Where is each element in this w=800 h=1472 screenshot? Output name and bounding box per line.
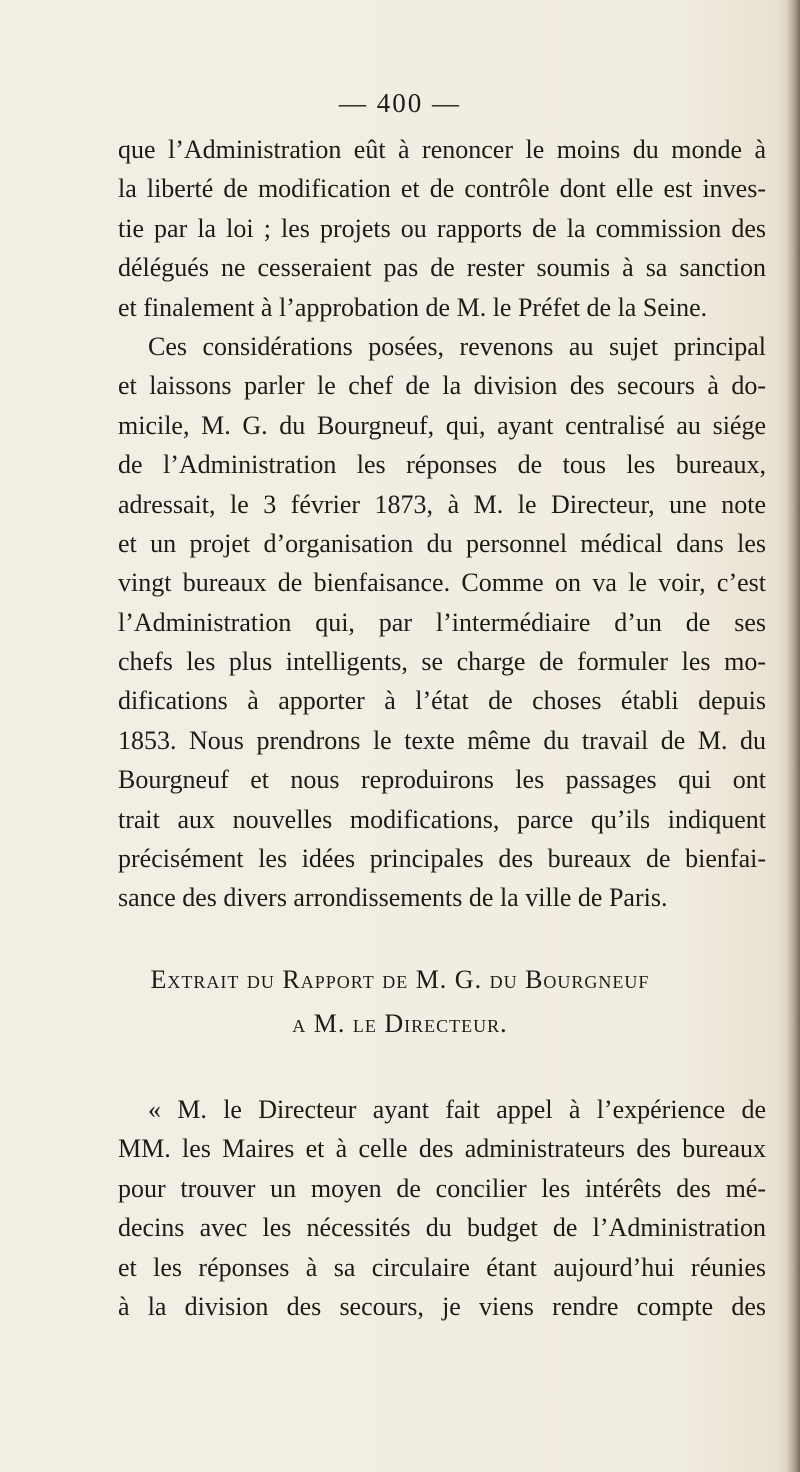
text-line: tie par la loi ; les projets ou rapports de la commission des: [118, 213, 766, 243]
text-line: chefs les plus intelligents, se charge de formuler les mo-: [118, 647, 766, 677]
text-line: précisément les idées principales des bureaux de bienfai-: [118, 844, 766, 874]
text-line: pour trouver un moyen de concilier les intérêts des mé-: [118, 1173, 766, 1203]
quoted-text-block: [118, 1090, 766, 1326]
text-line: MM. les Maires et à celle des administrateurs des bureaux: [118, 1134, 766, 1164]
text-line: et laissons parler le chef de la division des secours à do-: [118, 371, 766, 401]
text-line: et finalement à l’approbation de M. le Préfet de la Seine.: [118, 292, 708, 322]
text-line: délégués ne cesseraient pas de rester soumis à sa sanction: [118, 253, 766, 283]
text-line: adressait, le 3 février 1873, à M. le Directeur, une note: [118, 489, 766, 519]
paragraph-2: [118, 327, 766, 918]
text-line: « M. le Directeur ayant fait appel à l’expérience de: [148, 1095, 766, 1124]
text-line: et les réponses à sa circulaire étant aujourd’hui réunies: [118, 1252, 766, 1282]
text-line: sance des divers arrondissements de la ville de Paris.: [118, 883, 668, 913]
text-line: micile, M. G. du Bourgneuf, qui, ayant centralisé au siége: [118, 410, 766, 440]
text-line: vingt bureaux de bienfaisance. Comme on va le voir, c’est: [118, 568, 766, 598]
text-line: 1853. Nous prendrons le texte même du travail de M. du: [118, 725, 766, 755]
paragraph-1: [118, 130, 766, 327]
page-number: — 400 —: [339, 88, 461, 118]
main-text-block: [118, 130, 766, 918]
text-line: difications à apporter à l’état de choses établi depuis: [118, 686, 766, 716]
section-heading: Extrait du Rapport de M. G. du Bourgneuf: [150, 965, 650, 994]
text-line: Ces considérations posées, revenons au sujet principal: [148, 331, 766, 361]
text-line: à la division des secours, je viens rendre compte des: [118, 1291, 766, 1321]
text-line: trait aux nouvelles modifications, parce qu’ils indiquent: [118, 804, 766, 834]
text-line: et un projet d’organisation du personnel médical dans les: [118, 528, 766, 558]
text-line: que l’Administration eût à renoncer le moins du monde à: [118, 135, 766, 164]
text-line: Bourgneuf et nous reproduirons les passages qui ont: [118, 765, 766, 795]
text-line: la liberté de modification et de contrôle dont elle est inves-: [118, 174, 766, 204]
page-binding-shadow: [786, 0, 800, 1472]
text-line: de l’Administration les réponses de tous les bureaux,: [118, 450, 766, 480]
text-line: decins avec les nécessités du budget de l’Administration: [118, 1213, 766, 1243]
section-subheading: a M. le Directeur.: [292, 1009, 508, 1038]
text-line: l’Administration qui, par l’intermédiaire d’un de ses: [118, 607, 766, 637]
